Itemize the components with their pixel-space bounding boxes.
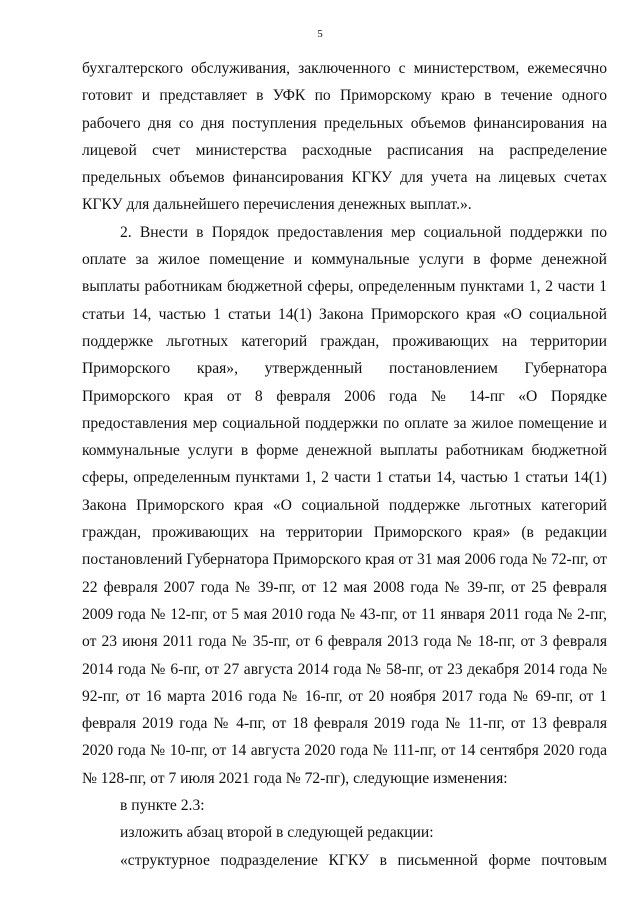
paragraph-instruction: изложить абзац второй в следующей редакции:: [120, 824, 434, 842]
paragraph-continuation: бухгалтерского обслуживания, заключенного с министерством, ежемесячно готовит и представляет в УФК по Приморскому краю в течение одного рабочего дня со дня поступления предельных объемов финансирования на лицевой счет министерства расходные расписания на распределение предельных объемов финансирования КГКУ для учета на лицевых счетах КГКУ для дальнейшего перечисления денежных выплат.».: [82, 60, 607, 214]
paragraph-clause-2-3: в пункте 2.3:: [120, 797, 205, 815]
document-body: [82, 55, 607, 874]
paragraph-item-2: 2. Внести в Порядок предоставления мер социальной поддержки по оплате за жилое помещение и коммунальные услуги в форме денежной выплаты работникам бюджетной сферы, определенным пунктами 1, 2 части 1 статьи 14, частью 1 статьи 14(1) Закона Приморского края «О социальной поддержке льготных категорий граждан, проживающих на территории Приморского края», утвержденный постановлением Губернатора Приморского края от 8 февраля 2006 года № 14-пг «О Порядке предоставления мер социальной поддержки по оплате за жилое помещение и коммунальные услуги в форме денежной выплаты работникам бюджетной сферы, определенным пунктами 1, 2 части 1 статьи 14, частью 1 статьи 14(1) Закона Приморского края «О социальной поддержке льготных категорий граждан, проживающих на территории Приморского края» (в редакции постановлений Губернатора Приморского края от 31 мая 2006 года № 72-пг, от 22 февраля 2007 года № 39-пг, от 12 мая 2008 года № 39-пг, от 25 февраля 2009 года № 12-пг, от 5 мая 2010 года № 43-пг, от 11 января 2011 года № 2-пг, от 23 июня 2011 года № 35-пг, от 6 февраля 2013 года № 18-пг, от 3 февраля 2014 года № 6-пг, от 27 августа 2014 года № 58-пг, от 23 декабря 2014 года № 92-пг, от 16 марта 2016 года № 16-пг, от 20 ноября 2017 года № 69-пг, от 1 февраля 2019 года № 4-пг, от 18 февраля 2019 года № 11-пг, от 13 февраля 2020 года № 10-пг, от 14 августа 2020 года № 111-пг, от 14 сентября 2020 года № 128-пг, от 7 июля 2021 года № 72-пг), следующие изменения:: [82, 223, 607, 787]
page-number: 5: [317, 28, 323, 40]
paragraph-quoted-start: «структурное подразделение КГКУ в письменной форме почтовым: [120, 851, 607, 869]
